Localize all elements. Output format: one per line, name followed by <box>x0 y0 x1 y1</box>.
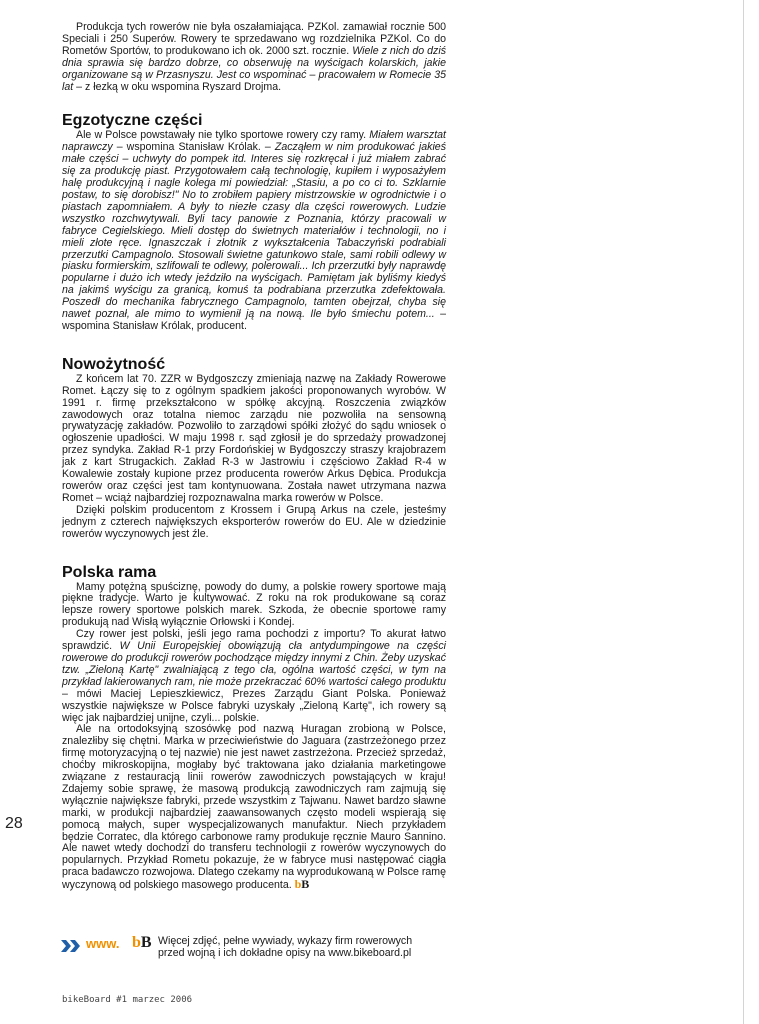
www-label: www. <box>86 936 120 951</box>
section-heading-egzotyczne: Egzotyczne części <box>62 112 203 130</box>
end-mark-h: b <box>294 877 302 892</box>
page-edge-rule <box>743 0 744 1024</box>
egz-attribution-2: – wspomina Stanisław Królak, producent. <box>62 308 446 332</box>
pol-paragraph-1: Mamy potężną spuściznę, powody do dumy, a polskie rowery sportowe mają piękne tradycje. Warto je kultywować. Z roku na rok produkowane są coraz lepsze rowery sportowe polskich marek. Szkoda, że obecnie sportowe ramy produkują nad Wisłą wyłącznie Orłowski i Kondej. <box>62 580 446 629</box>
bikeboard-logo <box>132 934 152 952</box>
website-promo-text: Więcej zdjęć, pełne wywiady, wykazy firm rowerowych przed wojną i ich dokładne opisy na www.bikeboard.pl <box>158 935 413 959</box>
end-mark-b: B <box>301 877 310 892</box>
egz-quote-2: Zacząłem w nim produkować jakieś małe części – uchwyty do pompek itd. Interes się rozkręcał i już miałem zabrać się za produkcję piast. Przygotowałem całą technologię, kupiłem i wyposażyłem halę produkcyjną i nagle kolega mi powiedział: „Stasiu, a po co ci to. Szklarnie postaw, to się dorobisz!" No to zrobiłem papiery mistrzowskie w ogrodnictwie i o piastach zapomniałem. A były to niezłe czasy dla części rowerowych. Ludzie wszystko rozchwytywali. Byli tacy panowie z Poznania, którzy pracowali w fabryce Cegielskiego. Mieli dostęp do świetnych materiałów i technologii, no i mieli złote ręce. Ignaszczak i złotnik z wykształcenia Tabaczyński podrabiali przerzutki Campagnolo. Stosowali świetne gatunkowo stale, sami robili odlewy w piasku formierskim, szlifowali te odlewy, polerowali... Ich przerzutki były naprawdę popularne i dużo ich wtedy jeździło na wyścigach. Pamiętam jak byliśmy kiedyś na jakimś wyścigu za granicą, komuś ta podrabiana przerzutka zdefektowała. Poszedł do mechanika fabrycznego Campagnolo, tamten obejrzał, chyba się nawet poznał, ale mimo to wymienił ją na nową. Ile było śmiechu potem... <box>62 141 446 321</box>
now-paragraph-1: Z końcem lat 70. ZZR w Bydgoszczy zmieniają nazwę na Zakłady Rowerowe Romet. Łączy się to z ogólnym spadkiem jakości proponowanych wyrobów. W 1991 r. firmę przekształcono w spółkę akcyjną. Roszczenia związków zawodowych oraz totalna niemoc zarządu nie pozwoliła na sensowną prywatyzację zakładów. Pozwoliło to zarządowi spółki złożyć do sądu wniosek o ogłoszenie upadłości. W maju 1998 r. sąd zgłosił je do sprzedaży prowadzonej przez syndyka. Zakład R-1 przy Fordońskiej w Bydgoszczy straszy krajobrazem jak z kart Strugackich. Zakład R-3 w Jastrowiu i częściowo Zakład R-4 w Kowalewie zostały kupione przez producenta rowerów Arkus Dębica. Produkcja rowerów oraz części jest tam kontynuowana. Została nawet utrzymana nazwa Romet – wciąż najbardziej rozpoznawalna marka rowerów w Polsce. <box>62 372 446 504</box>
intro-attribution: – z łezką w oku wspomina Ryszard Drojma. <box>73 80 282 93</box>
page-number: 28 <box>5 815 23 832</box>
intro-text: Produkcja tych rowerów nie była oszałamiająca. PZKol. zamawiał rocznie 500 Speciali i 250 Superów. Rowery te sprzedawano wg rozdzielnika PZKol. Co do Rometów Sportów, to produkowano ich ok. 2000 szt. rocznie. <box>62 21 446 57</box>
page-footer: bikeBoard #1 marzec 2006 <box>62 995 193 1005</box>
section-heading-polska-rama: Polska rama <box>62 563 157 581</box>
pol-paragraph-3 <box>62 724 446 892</box>
end-mark-logo <box>295 877 310 891</box>
website-promo <box>60 934 440 964</box>
egz-paragraph <box>62 130 446 332</box>
article-column <box>62 0 446 892</box>
egz-attribution-1: – wspomina Stanisław Królak. – <box>112 141 275 154</box>
double-chevron-right-icon <box>61 939 83 953</box>
egz-text: Ale w Polsce powstawały nie tylko sportowe rowery czy ramy. <box>76 129 370 142</box>
logo-b: B <box>140 934 152 951</box>
egz-quote-1: Miałem warsztat naprawczy <box>62 129 446 154</box>
logo-h: b <box>132 934 141 951</box>
pol-p2-quote: W Unii Europejskiej obowiązują cła antydumpingowe na części rowerowe do produkcji rowerów pochodzące między innymi z Chin. Żeby uzyskać tzw. „Zieloną Kartę" zwalniającą z tego cła, ogólna wartość części, w tym na przykład lakierowanych ram, nie może przekraczać 60% wartości całego produktu <box>62 640 446 688</box>
pol-p3-text: Ale na ortodoksyjną szosówkę pod nazwą Huragan zrobioną w Polsce, znalezłiby się chętni. Marka w przeciwieństwie do Jaguara (zastrzeżonego przez firmę motoryzacyjną o tej nazwie) nie jest nawet zastrzeżona. Przecież sprzedaż, choćby mikroskopijna, mogłaby być traktowana jako działania marketingowe związane z restauracją linii rowerów zawodniczych powstających w kraju! Zdajemy sobie sprawę, że masową produkcją zawodniczych ram zajmują się wyłącznie największe fabryki, przede wszystkim z Tajwanu. Nawet bardzo sławne marki, w produkcji najbardziej zaawansowanych często modeli wspierają się pomocą małych, super wyspecjalizowanych manufaktur. Niech przykładem będzie Corratec, dla którego carbonowe ramy produkuje ręcznie Mauro Sannino. Ale nawet wtedy dochodzi do transferu technologii z rowerów wyczynowych do popularnych. Przykład Rometu pokazuje, że w fabryce musi następować ciągła praca badawczo rozwojowa. Dlatego czekamy na wyprodukowaną w Polsce ramę wyczynową od polskiego masowego producenta. <box>62 723 446 892</box>
pol-p2-text: Czy rower jest polski, jeśli jego rama pochodzi z importu? To akurat łatwo sprawdzić. <box>62 628 446 653</box>
intro-paragraph <box>62 22 446 93</box>
intro-quote: Wiele z nich do dziś dnia sprawia się bardzo dobrze, co obserwuję na wyścigach kolarskich, jakie organizowane są w Przasnyszu. Jest co wspominać – pracowałem w Romecie 35 lat <box>62 44 446 93</box>
pol-p2-attribution: – mówi Maciej Lepieszkiewicz, Prezes Zarządu Giant Polska. Ponieważ wszystkie największe w Polsce fabryki uzyskały „Zieloną Kartę", ich rowery są więc jak najbardziej unijne, czyli... polskie. <box>62 687 446 724</box>
now-paragraph-2: Dzięki polskim producentom z Krossem i Grupą Arkus na czele, jesteśmy jednym z czterech największych eksporterów rowerów do EU. Ale w dziedzinie rowerów wyczynowych jest źle. <box>62 503 446 540</box>
pol-paragraph-2 <box>62 629 446 724</box>
section-heading-nowozytnosc: Nowożytność <box>62 355 166 373</box>
